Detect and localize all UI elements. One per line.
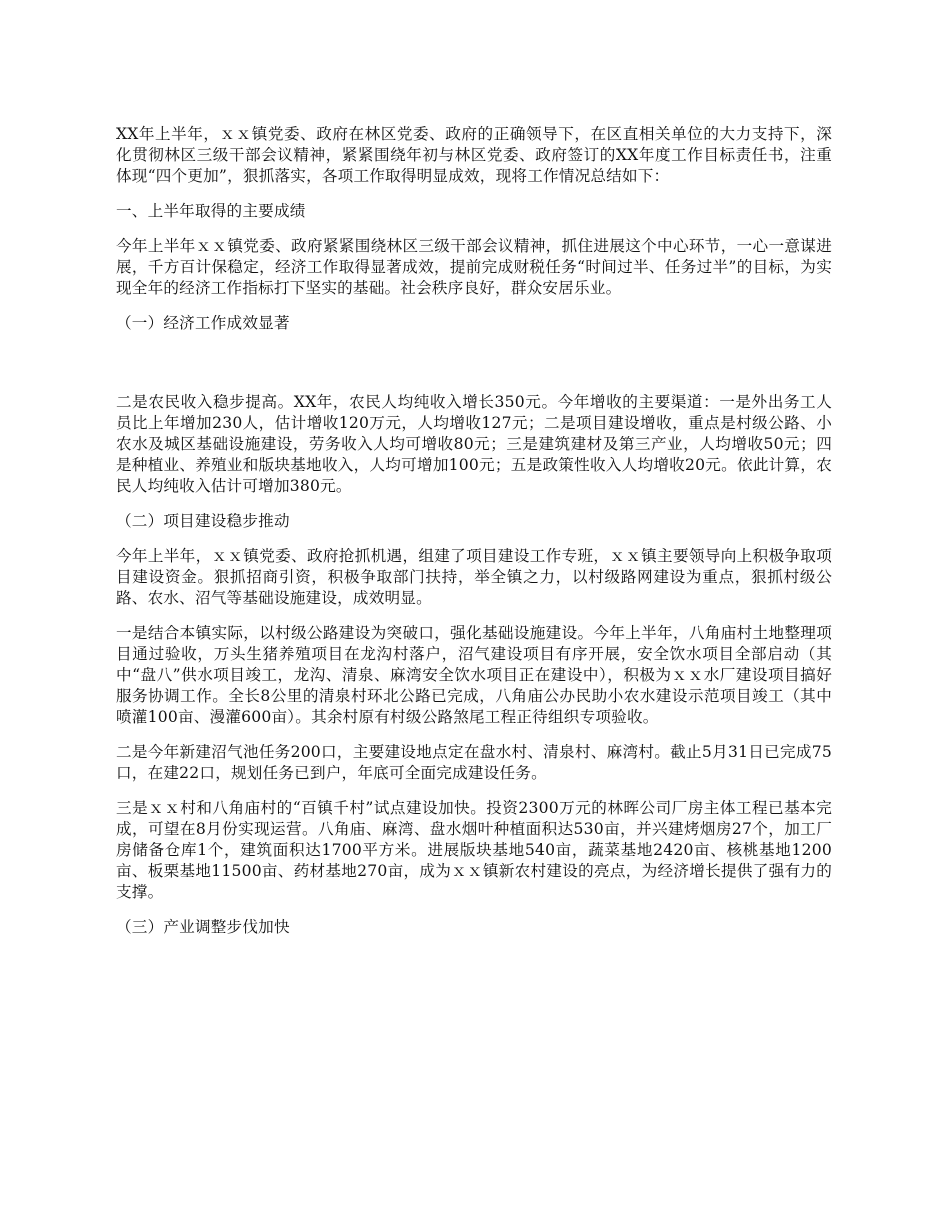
achievements-paragraph: 今年上半年ｘｘ镇党委、政府紧紧围绕林区三级干部会议精神，抓住进展这个中心环节，一心一意谋进展，千方百计保稳定，经济工作取得显著成效，提前完成财税任务“时间过半、任务过半”的目标，为实现全年的经济工作指标打下坚实的基础。社会秩序良好，群众安居乐业。 <box>116 237 832 297</box>
pilot-village-paragraph: 三是ｘｘ村和八角庙村的“百镇千村”试点建设加快。投资2300万元的林晖公司厂房主体工程已基本完成，可望在8月份实现运营。八角庙、麻湾、盘水烟叶种植面积达530亩，并兴建烤烟房27个，加工厂房储备仓库1个，建筑面积达1700平方米。进展版块基地540亩，蔬菜基地2420亩、核桃基地1200亩、板栗基地11500亩、药材基地270亩，成为ｘｘ镇新农村建设的亮点，为经济增长提供了强有力的支撑。 <box>116 799 832 901</box>
subheading-economic-work: （一）经济工作成效显著 <box>116 314 290 332</box>
intro-paragraph: XX年上半年，ｘｘ镇党委、政府在林区党委、政府的正确领导下，在区直相关单位的大力支持下，深化贯彻林区三级干部会议精神，紧紧围绕年初与林区党委、政府签订的XX年度工作目标责任书，注重体现“四个更加”，狠抓落实，各项工作取得明显成效，现将工作情况总结如下： <box>116 125 832 185</box>
project-construction-paragraph: 今年上半年，ｘｘ镇党委、政府抢抓机遇，组建了项目建设工作专班，ｘｘ镇主要领导向上积极争取项目建设资金。狠抓招商引资，积极争取部门扶持，举全镇之力，以村级路网建设为重点，狠抓村级公路、农水、沼气等基础设施建设，成效明显。 <box>116 547 832 607</box>
subheading-project-construction: （二）项目建设稳步推动 <box>116 512 290 530</box>
biogas-paragraph: 二是今年新建沼气池任务200口，主要建设地点定在盘水村、清泉村、麻湾村。截止5月31日已完成75口，在建22口，规划任务已到户，年底可全面完成建设任务。 <box>116 743 832 782</box>
blank-gap <box>116 348 832 392</box>
road-construction-paragraph: 一是结合本镇实际，以村级公路建设为突破口，强化基础设施建设。今年上半年，八角庙村土地整理项目通过验收，万头生猪养殖项目在龙沟村落户，沼气建设项目有序开展，安全饮水项目全部启动（其中“盘八”供水项目竣工，龙沟、清泉、麻湾安全饮水项目正在建设中），积极为ｘｘ水厂建设项目搞好服务协调工作。全长8公里的清泉村环北公路已完成，八角庙公办民助小农水建设示范项目竣工（其中喷灌100亩、漫灌600亩）。其余村原有村级公路煞尾工程正待组织专项验收。 <box>116 624 832 726</box>
section-heading-achievements: 一、上半年取得的主要成绩 <box>116 202 306 220</box>
subheading-industry-adjustment: （三）产业调整步伐加快 <box>116 918 290 936</box>
farmer-income-paragraph: 二是农民收入稳步提高。XX年，农民人均纯收入增长350元。今年增收的主要渠道：一是外出务工人员比上年增加230人，估计增收120万元，人均增收127元；二是项目建设增收，重点是村级公路、小农水及城区基础设施建设，劳务收入人均可增收80元；三是建筑建材及第三产业，人均增收50元；四是种植业、养殖业和版块基地收入，人均可增加100元；五是政策性收入人均增收20元。依此计算，农民人均纯收入估计可增加380元。 <box>116 393 832 495</box>
document-body <box>116 124 832 952</box>
